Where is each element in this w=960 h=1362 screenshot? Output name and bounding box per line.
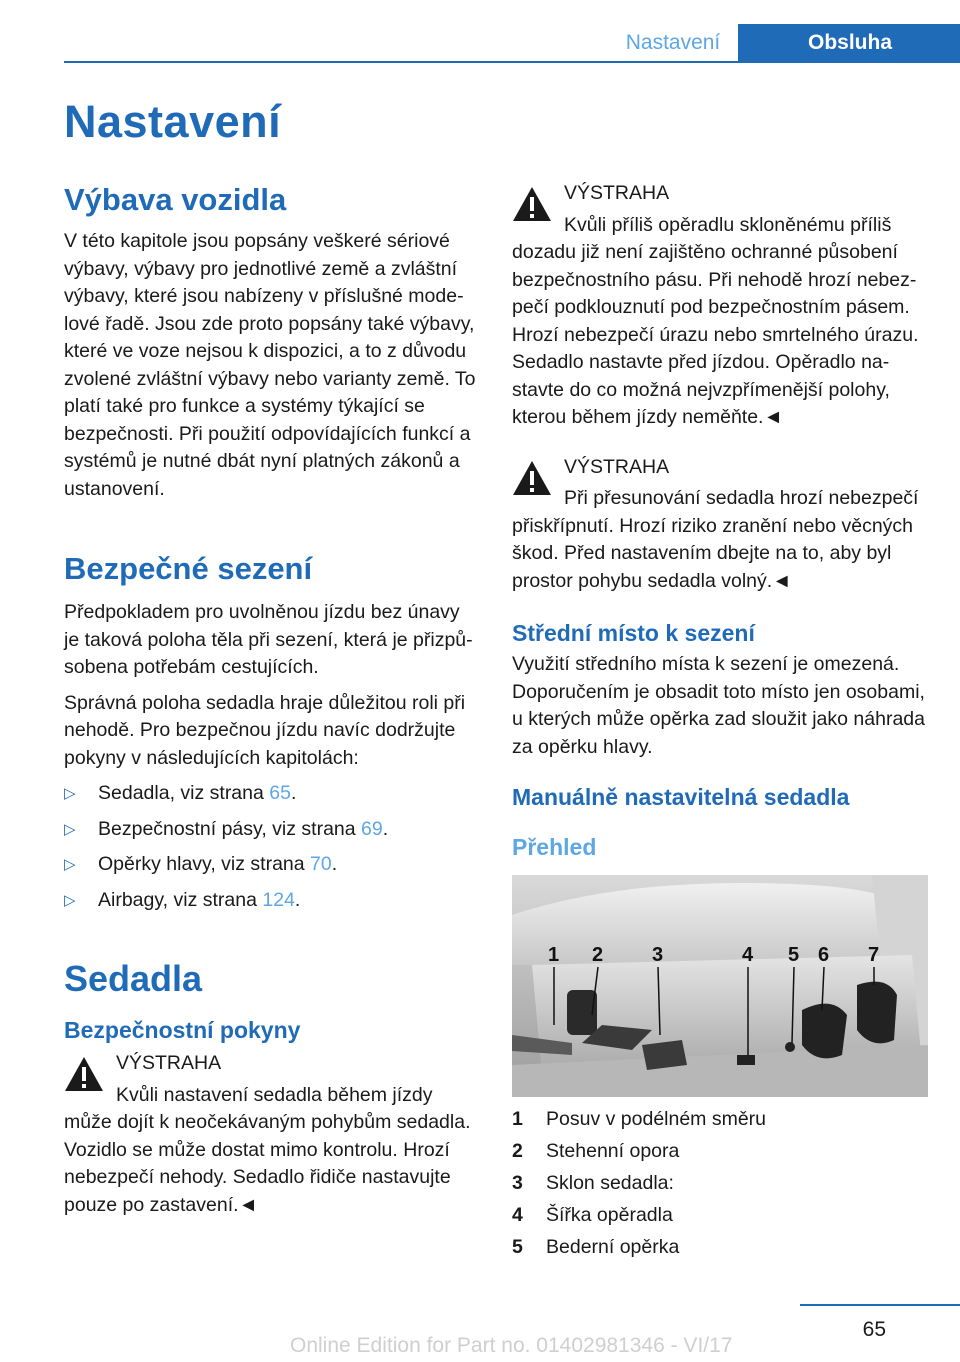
heading-sedadla: Sedadla <box>64 958 203 999</box>
triangle-bullet-icon: ▷ <box>64 891 76 909</box>
warning-text-first-line: Při přesunování sedadla hrozí nebezpečí <box>564 487 919 509</box>
warning-text-first-line: Kvůli příliš opěradlu skloněnému příliš <box>564 213 892 236</box>
heading-bezpecnostni-pokyny: Bezpečnostní pokyny <box>64 1017 301 1043</box>
tab-chapter[interactable]: Obsluha <box>738 24 960 62</box>
warning-text: může dojít k neočekávaným pohybům sedadla. Vozidlo se může dostat mimo kontrolu. Hrozí nebezpečí nehody. Sedadlo řidiče nastavujte pouze po zastavení.◄ <box>64 1111 471 1216</box>
vybava-text: V této kapitole jsou popsány veškeré sériové výbavy, výbavy pro jednotlivé země a zvláštní výbavy, které jsou nabízeny v příslušné modelové řadě. Jsou zde proto popsány také výbavy, které ve voze nejsou k dispozici, a to z důvodu zvolené zvláštní výbavy nebo varianty země. To platí také pro funkce a systémy týkající se bezpečnosti. Při použití odpovídajících funkcí a systémů je nutné dbát nyní platných zákonů a ustanovení. <box>64 230 476 500</box>
page-link[interactable]: 124 <box>262 888 295 911</box>
image-label-7: 7 <box>868 944 880 966</box>
list-item: ▷ Opěrky hlavy, viz strana 70. <box>64 851 476 879</box>
warning-text: přiskřípnutí. Hrozí riziko zranění nebo věcných škod. Před nastavením dbejte na to, aby byl prostor pohybu sedadla volný.◄ <box>512 514 914 592</box>
warning-icon <box>512 460 552 496</box>
warning-block <box>64 1050 476 1219</box>
bezpecne-paragraph-1: Předpokladem pro uvolněnou jízdu bez únavy je taková poloha těla při sezení, která je přizpůsobena potřebám cestujících. <box>64 601 473 678</box>
image-label-4: 4 <box>742 944 754 966</box>
warning-text-first-line: Kvůli nastavení sedadla během jízdy <box>116 1083 433 1106</box>
warning-block <box>512 454 928 596</box>
image-label-3: 3 <box>652 944 664 966</box>
heading-prehled: Přehled <box>512 834 597 860</box>
triangle-bullet-icon: ▷ <box>64 856 76 873</box>
warning-label: VÝSTRAHA <box>564 182 670 204</box>
header-tabs <box>608 24 960 62</box>
warning-block <box>512 180 928 432</box>
list-item: ▷ Airbagy, viz strana 124. <box>64 887 476 915</box>
warning-label: VÝSTRAHA <box>564 455 670 478</box>
page-link[interactable]: 70 <box>310 853 332 875</box>
page-link[interactable]: 65 <box>269 782 291 804</box>
warning-icon <box>64 1056 104 1092</box>
page-number: 65 <box>862 1318 886 1341</box>
header-rule <box>64 61 960 63</box>
warning-label: VÝSTRAHA <box>116 1052 222 1074</box>
tab-section[interactable]: Nastavení <box>608 24 738 62</box>
footer-edition: Online Edition for Part no. 01402981346 - VI/17 <box>290 1334 733 1357</box>
list-item: 5 Bederní opěrka <box>512 1236 680 1258</box>
warning-text: dozadu již není zajištěno ochranné působení bezpečnostního pásu. Při nehodě hrozí nebezpečí podklouznutí pod bezpečnostním pásem. Hrozí nebezpečí úrazu nebo smrtelného úrazu. Sedadlo nastavte před jízdou. Opěradlo nastavte do co možná nejvzpřímenější polohy, kterou během jízdy neměňte.◄ <box>512 241 919 428</box>
image-label-2: 2 <box>592 944 604 966</box>
heading-bezpecne-sezeni: Bezpečné sezení <box>64 551 313 586</box>
seat-controls-image <box>512 875 928 1097</box>
image-label-5: 5 <box>788 944 800 966</box>
heading-stredni-misto: Střední místo k sezení <box>512 620 755 646</box>
right-column <box>512 180 928 1263</box>
stredni-text: Využití středního místa k sezení je omezená. Doporučením je obsadit toto místo jen osobami, u kterých může opěrka zad sloužit jako náhrada za opěrku hlavy. <box>512 653 925 758</box>
list-item: 4 Šířka opěradla <box>512 1204 673 1226</box>
heading-vybava: Výbava vozidla <box>64 182 287 217</box>
warning-icon <box>512 186 552 222</box>
list-item: ▷ Bezpečnostní pásy, viz strana 69. <box>64 816 476 844</box>
triangle-bullet-icon: ▷ <box>64 785 76 802</box>
page-title: Nastavení <box>64 96 282 147</box>
bezpecne-paragraph-2: Správná poloha sedadla hraje důležitou roli při nehodě. Pro bezpečnou jízdu navíc dodržujte pokyny v následujících kapitolách: <box>64 691 466 769</box>
image-label-1: 1 <box>548 944 560 966</box>
page-link[interactable]: 69 <box>361 817 383 840</box>
list-item: 1 Posuv v podélném směru <box>512 1108 767 1130</box>
list-item: 3 Sklon sedadla: <box>512 1172 674 1194</box>
legend-list <box>512 1103 928 1263</box>
page-number-rule <box>800 1304 960 1306</box>
left-column <box>64 180 476 1219</box>
image-label-6: 6 <box>818 944 830 966</box>
heading-manualne-sedadla: Manuálně nastavitelná sedadla <box>512 784 850 810</box>
list-item: ▷ Sedadla, viz strana 65. <box>64 780 476 808</box>
reference-list <box>64 780 476 914</box>
list-item: 2 Stehenní opora <box>512 1140 680 1162</box>
triangle-bullet-icon: ▷ <box>64 820 76 838</box>
